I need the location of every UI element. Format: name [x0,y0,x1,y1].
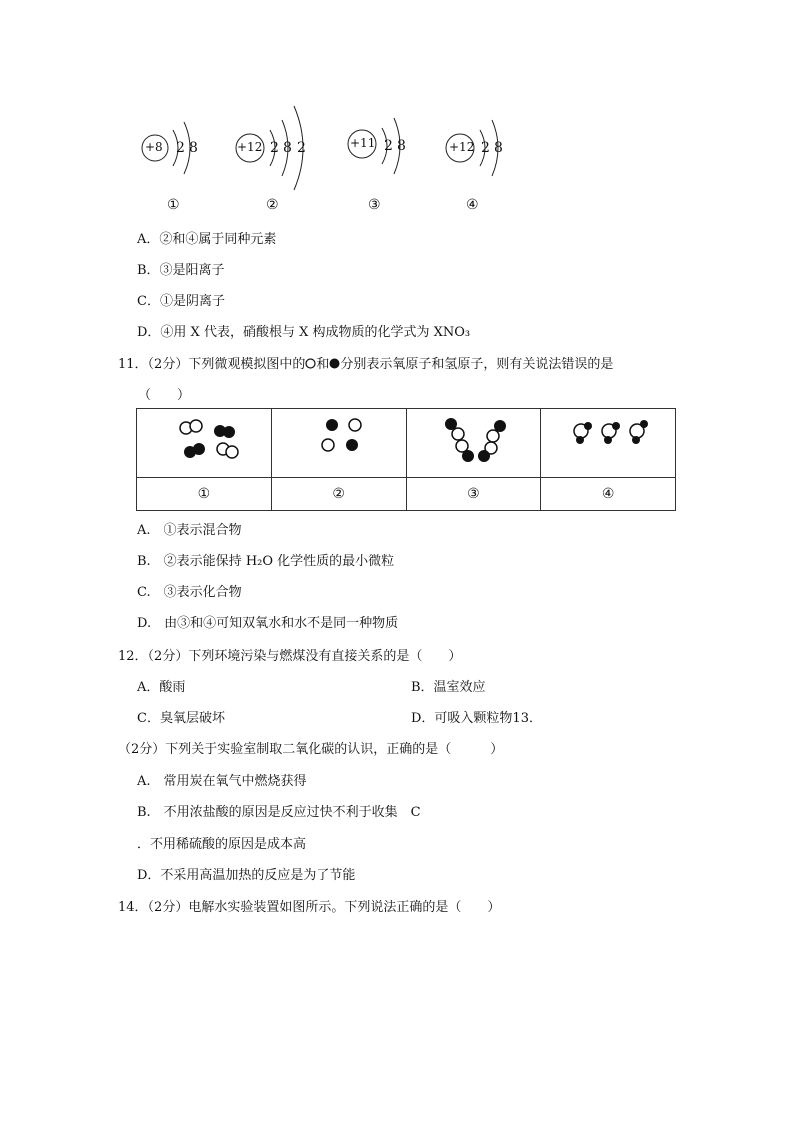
atom-4-nucleus: +12 [449,140,475,154]
atom-1-shell-1: 2 [176,140,185,156]
atom-3-nucleus: +11 [350,136,376,150]
atom-2-nucleus: +12 [237,140,263,154]
q10-option-c: C．①是阴离子 [137,294,225,309]
q13-option-c: ．不用稀硫酸的原因是成本高 [137,837,307,852]
model-cell-2 [271,409,406,478]
q11-option-c: C. ③表示化合物 [137,585,242,600]
q11-blank: （ ） [138,388,191,403]
q12-stem: 12．（2分）下列环境污染与燃煤没有直接关系的是（ ） [118,649,462,664]
q11-option-a: A. ①表示混合物 [137,523,242,538]
model-cell-3 [406,409,541,478]
atom-4-shell-1: 2 [481,140,490,156]
q13-option-d: D．不采用高温加热的反应是为了节能 [137,868,356,883]
atom-2-shell-3: 2 [297,140,306,156]
atom-1-label: ① [167,197,180,213]
q12-option-d: D．可吸入颗粒物13． [411,711,542,726]
model-cell-1 [137,409,272,478]
atoms-model-icon [289,411,389,471]
q10-option-b: B．③是阳离子 [137,263,225,278]
model-label-1: ① [137,478,272,511]
q12-option-a: A．酸雨 [137,680,186,695]
atom-2-shell-1: 2 [270,140,279,156]
q13-option-a: A. 常用炭在氧气中燃烧获得 [137,774,307,789]
atom-1-nucleus: +8 [145,140,163,154]
model-label-4: ④ [541,478,676,511]
atom-4-label: ④ [466,197,479,213]
q11-option-d: D. 由③和④可知双氧水和水不是同一种物质 [137,616,399,631]
q12-option-b: B．温室效应 [411,680,486,695]
model-label-2: ② [271,478,406,511]
model-label-3: ③ [406,478,541,511]
atom-2-shell-2: 8 [283,140,292,156]
atom-3-shell-2: 8 [397,138,406,154]
q13-option-b: B. 不用浓盐酸的原因是反应过快不利于收集 C [137,805,421,820]
atom-4-shell-2: 8 [494,140,503,156]
q11-stem-pre: 11．（2分）下列微观模拟图中的 [118,357,306,372]
q14-stem: 14．（2分）电解水实验装置如图所示。下列说法正确的是（ ） [118,900,501,915]
model-cell-4 [541,409,676,478]
q12-option-c: C．臭氧层破坏 [137,711,225,726]
open-circle-icon [305,358,316,369]
molecule-model-table [136,408,676,511]
water-model-icon [553,411,663,471]
q11-option-b: B. ②表示能保持 H₂O 化学性质的最小微粒 [137,554,395,569]
q11-stem-post: 分别表示氧原子和氢原子，则有关说法错误的是 [340,357,614,372]
q11-stem [118,353,613,372]
q10-option-d: D．④用 X 代表，硝酸根与 X 构成物质的化学式为 XNO₃ [137,325,471,340]
atom-2-label: ② [266,197,279,213]
atom-3-shell-1: 2 [384,138,393,154]
mixture-model-icon [154,411,254,471]
filled-circle-icon [329,358,340,369]
q11-stem-and: 和 [316,357,330,372]
q13-stem: （2分）下列关于实验室制取二氧化碳的认识，正确的是（ ） [118,742,504,757]
atom-1-shell-2: 8 [189,140,198,156]
peroxide-model-icon [418,410,528,472]
q10-option-a: A．②和④属于同种元素 [137,232,277,247]
atom-3-label: ③ [368,197,381,213]
